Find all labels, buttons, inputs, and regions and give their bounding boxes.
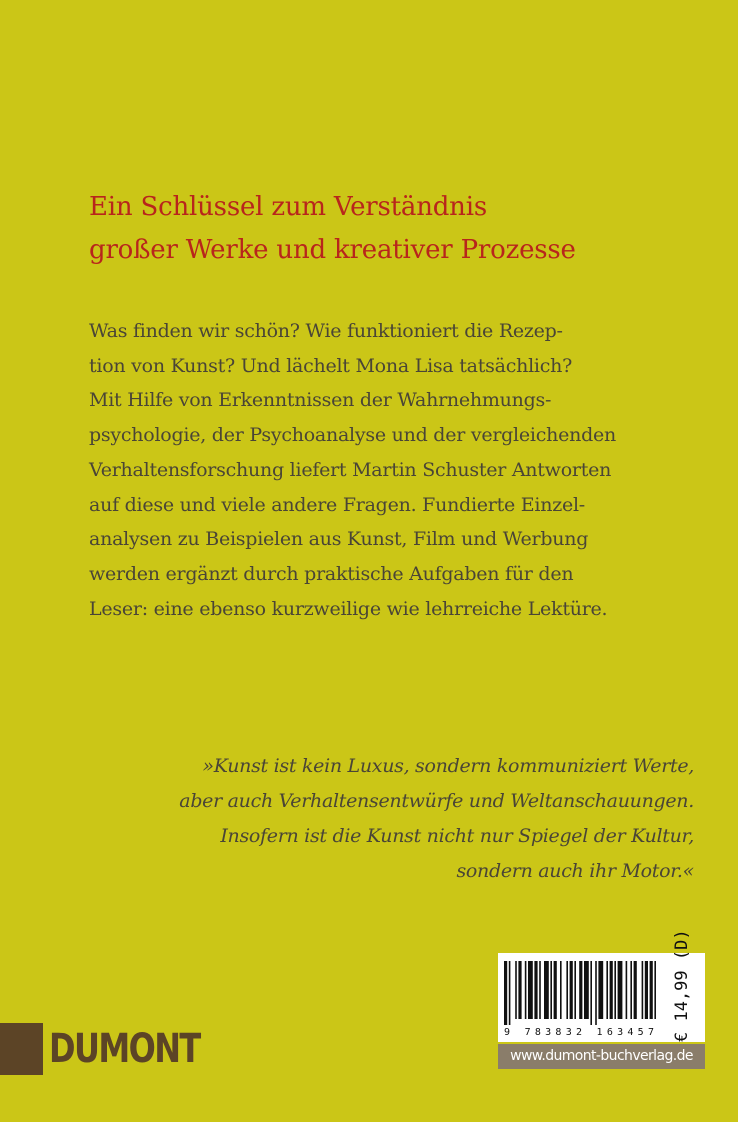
barcode-bar (634, 961, 637, 1019)
barcode-bar (584, 961, 589, 1019)
barcode-bar (504, 961, 507, 1025)
barcode-bar (566, 961, 568, 1019)
barcode-bar (590, 961, 592, 1025)
price-label: € 14,99 (D) (672, 929, 692, 1042)
barcode-bar (650, 961, 653, 1019)
description-line: Leser: eine ebenso kurzweilige wie lehrreiche Lektüre. (89, 597, 608, 620)
quote-line: Insofern ist die Kunst nicht nur Spiegel der Kultur, (220, 825, 694, 847)
quote-line: sondern auch ihr Motor.« (456, 860, 694, 882)
barcode-bar (574, 961, 576, 1019)
barcode-bar (654, 961, 656, 1019)
barcode-bar (528, 961, 533, 1019)
barcode-area (498, 929, 705, 1042)
barcode-icon (498, 953, 662, 1042)
quote-block (54, 749, 694, 889)
barcode-bar (626, 961, 628, 1019)
description-text (89, 314, 709, 626)
logo-block (0, 1023, 43, 1075)
description-line: analysen zu Beispielen aus Kunst, Film und Werbung (89, 528, 589, 551)
description-line: tion von Kunst? Und lächelt Mona Lisa tatsächlich? (89, 354, 573, 377)
barcode-bar (515, 961, 517, 1019)
description-line: Was finden wir schön? Wie funktioniert die Rezep- (89, 320, 563, 342)
barcode-bar (550, 961, 552, 1019)
barcode-bar (642, 961, 644, 1019)
headline-line: großer Werke und kreativer Prozesse (89, 235, 576, 265)
description-line: psychologie, der Psychoanalyse und der vergleichenden (89, 424, 616, 447)
barcode-bar (606, 961, 608, 1019)
logo-text: DUMONT (49, 1026, 200, 1072)
barcode-bar (544, 961, 549, 1019)
publisher-url: www.dumont-buchverlag.de (498, 1044, 705, 1069)
dumont-logo (0, 1023, 200, 1075)
barcode-bar (539, 961, 541, 1019)
barcode-bar (598, 961, 603, 1019)
barcode-bar (525, 961, 527, 1019)
quote-line: aber auch Verhaltensentwürfe und Weltanschauungen. (179, 790, 694, 812)
description-line: Mit Hilfe von Erkenntnissen der Wahrnehmungs- (89, 389, 552, 412)
barcode-bar (560, 961, 562, 1019)
description-line: auf diese und viele andere Fragen. Fundierte Einzel- (89, 493, 585, 516)
barcode-bar (595, 961, 597, 1025)
description-line: werden ergänzt durch praktische Aufgaben für den (89, 562, 574, 585)
barcode-bar (579, 961, 582, 1019)
barcode-digits: 9 783832 163457 (504, 1027, 654, 1038)
barcode-bar (509, 961, 511, 1025)
barcode-bar (630, 961, 632, 1019)
headline (89, 186, 689, 272)
barcode-bar (645, 961, 648, 1019)
description-line: Verhaltensforschung liefert Martin Schuster Antworten (89, 458, 612, 481)
barcode-bar (614, 961, 616, 1019)
headline-line: Ein Schlüssel zum Verständnis (89, 192, 487, 222)
barcode-bar (610, 961, 613, 1019)
quote-line: »Kunst ist kein Luxus, sondern kommuniziert Werte, (202, 755, 694, 777)
barcode-bar (554, 961, 557, 1019)
barcode-bar (570, 961, 573, 1019)
barcode-bar (618, 961, 623, 1019)
barcode-bar (534, 961, 537, 1019)
barcode-bar (518, 961, 521, 1019)
